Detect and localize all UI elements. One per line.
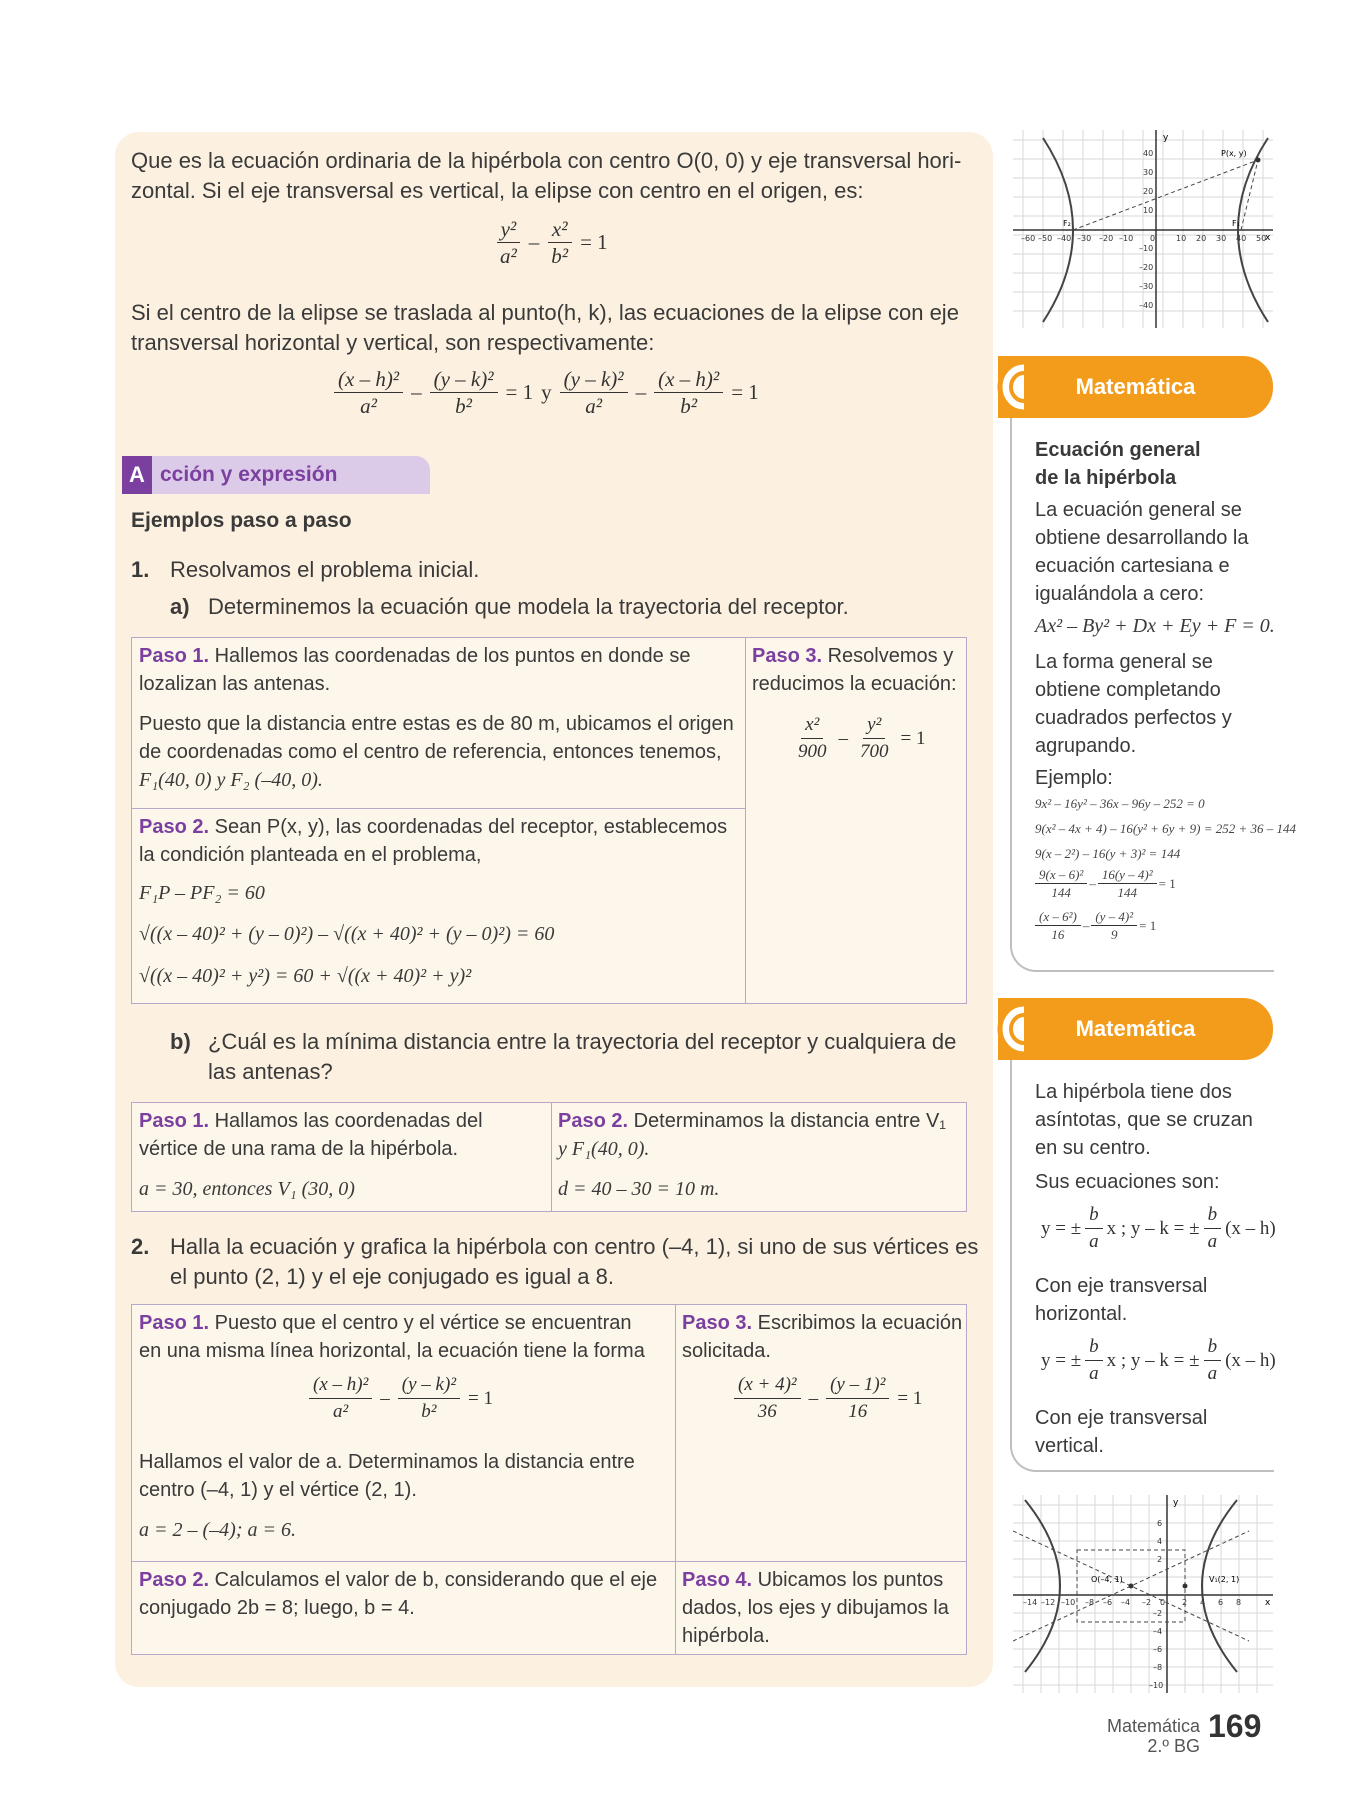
graph1-xtick: –60 [1021,234,1036,243]
graph1-xtick: –10 [1119,234,1134,243]
graph2-vertex-label: V₁(2, 1) [1209,1575,1240,1584]
sidebar-1-text-4: igualándola a cero: [1035,583,1205,605]
graph1-ytick: –40 [1139,301,1154,310]
sidebar-1-text-8: agrupando. [1035,735,1137,757]
graph1-p-label: P(x, y) [1221,149,1247,158]
ex1-paso2-eq2: √((x – 40)² + (y – 0)²) – √((x + 40)² + (y – 0)²) = 60 [139,923,555,945]
graph2-xtick: –10 [1061,1598,1076,1607]
ex2-paso4-line2: dados, los ejes y dibujamos la [682,1597,949,1619]
sidebar-1-example-eq-1: 9x² – 16y² – 36x – 96y – 252 = 0 [1035,796,1205,811]
ex1-paso3-eq: $\frac{\text{x²}}{900}$ – $\frac{\text{y²}}{700}$ = 1 [798,714,926,762]
ex1-paso1-line5: F₁(40, 0) y F₂ (–40, 0). [139,769,323,791]
ex2-text2: el punto (2, 1) y el eje conjugado es igual a 8. [170,1264,614,1289]
ex1-b-label: b) [170,1029,191,1054]
sidebar-2-text-5: Con eje transversal [1035,1275,1208,1297]
ex2-paso1-line5: a = 2 – (–4); a = 6. [139,1519,296,1541]
graph1-xtick: 40 [1236,234,1247,243]
graph2-xtick: –8 [1085,1598,1095,1607]
intro-line-2: zontal. Si el eje transversal es vertical, la elipse con centro en el origen, es: [131,178,864,203]
ex1-paso2-line2: la condición planteada en el problema, [139,844,482,866]
sidebar-2-text-8: vertical. [1035,1435,1104,1457]
graph1-ytick: 40 [1143,149,1154,158]
graph1-ytick: 30 [1143,168,1154,177]
sidebar-1-example-eq-5: $\frac{\text{(x – 6²)}}{16}$ – $\frac{\text{(y – 4)²}}{9}$ = 1 [1035,908,1158,943]
section-letter: A [122,456,152,494]
sidebar-1-text-3: ecuación cartesiana e [1035,555,1230,577]
ex2-paso4-line3: hipérbola. [682,1625,770,1647]
intro-line-1: Que es la ecuación ordinaria de la hipérbola con centro O(0, 0) y eje transversal hori- [131,148,962,173]
graph2-ytick: 2 [1157,1555,1163,1564]
graph2-xtick: 8 [1236,1598,1242,1607]
graph2-xtick: 0 [1160,1598,1166,1607]
sidebar-1-example-label: Ejemplo: [1035,767,1113,789]
ex2-paso2: Paso 2. Calculamos el valor de b, considerando que el eje [139,1569,658,1591]
graph2-ytick: –10 [1149,1681,1164,1690]
sidebar-2-logo-icon [988,998,1032,1060]
ex2-paso1: Paso 1. Puesto que el centro y el vértice se encuentran [139,1312,632,1334]
graph1-xtick: 0 [1150,234,1156,243]
sidebar-1-example-eq-3: 9(x – 2²) – 16(y + 3)² = 144 [1035,846,1181,861]
graph1-ytick: –10 [1139,244,1154,253]
ex2-paso1-line3: Hallamos el valor de a. Determinamos la distancia entre [139,1451,635,1473]
sidebar-1-example-eq-2: 9(x² – 4x + 4) – 16(y² + 6y + 9) = 252 + 36 – 144 [1035,821,1297,836]
sidebar-2-text-1: La hipérbola tiene dos [1035,1081,1232,1103]
graph1-xtick: –30 [1077,234,1092,243]
graph1-xtick: –50 [1038,234,1053,243]
ex1-number: 1. [131,557,150,582]
ex1-paso2: Paso 2. Sean P(x, y), las coordenadas del receptor, establecemos [139,816,728,838]
sidebar-1-title-1: Ecuación general [1035,439,1201,461]
sidebar-1-header [998,356,1273,418]
sidebar-1-text-7: cuadrados perfectos y [1035,707,1232,729]
ex1-b-paso1-line2: vértice de una rama de la hipérbola. [139,1138,459,1160]
ex2-number: 2. [131,1234,150,1259]
ex1-paso3-line2: reducimos la ecuación: [752,673,957,695]
graph2-center-label: O(–4, 1) [1091,1575,1123,1584]
examples-title: Ejemplos paso a paso [131,509,352,532]
graph2-xtick: –6 [1103,1598,1113,1607]
ex2-text1: Halla la ecuación y grafica la hipérbola con centro (–4, 1), si uno de sus vértices es [170,1234,979,1259]
eq-hyperbola-vertical: $\frac{\text{y²}}{\text{a²}}$ – $\frac{\text{x²}}{\text{b²}}$ = 1 [492,216,612,269]
graph1-ytick: 10 [1143,206,1154,215]
graph2-left-branch [1025,1500,1060,1672]
graph1-focal-line-1 [1073,160,1258,230]
sidebar-1-text-5: La forma general se [1035,651,1213,673]
graph1-xtick: –40 [1057,234,1072,243]
ex2-paso1-line4: centro (–4, 1) y el vértice (2, 1). [139,1479,417,1501]
sidebar-2-text-3: en su centro. [1035,1137,1151,1159]
sidebar-1-text-2: obtiene desarrollando la [1035,527,1249,549]
sidebar-2-text-7: Con eje transversal [1035,1407,1208,1429]
graph2-ytick: –8 [1153,1663,1163,1672]
graph1-f2-label: F₂ [1063,219,1071,228]
ex1-paso2-eq1: F₁P – PF₂ = 60 [139,882,265,904]
graph2-ytick: –6 [1153,1645,1163,1654]
ex2-paso4: Paso 4. Ubicamos los puntos [682,1569,944,1591]
ex1-a-label: a) [170,594,190,619]
intro-line-4: transversal horizontal y vertical, son respectivamente: [131,330,655,355]
sidebar-1-equation: Ax² – By² + Dx + Ey + F = 0. [1035,615,1275,637]
graph2-xtick: 6 [1218,1598,1224,1607]
ex1-paso1-line4: de coordenadas como el centro de referencia, entonces tenemos, [139,741,722,763]
ex1-b-paso1: Paso 1. Hallamos las coordenadas del [139,1110,483,1132]
graph2-xtick: –14 [1023,1598,1038,1607]
graph1-ytick: –30 [1139,282,1154,291]
ex1-b-paso2-line2: y F₁(40, 0). [558,1138,650,1160]
ex1-b-paso2-line3: d = 40 – 30 = 10 m. [558,1178,720,1200]
graph1-ytick: 20 [1143,187,1154,196]
graph2-ytick: 6 [1157,1519,1163,1528]
graph1-xtick: –20 [1099,234,1114,243]
ex1-paso1-line2: lozalizan las antenas. [139,673,331,695]
graph2-x-label: x [1265,1598,1271,1608]
ex1-text: Resolvamos el problema inicial. [170,557,480,582]
ex2-paso2-line2: conjugado 2b = 8; luego, b = 4. [139,1597,415,1619]
ex1-paso3: Paso 3. Resolvemos y [752,645,954,667]
sidebar-2-header [998,998,1273,1060]
graph2-xtick: 4 [1200,1598,1206,1607]
sidebar-1-text-1: La ecuación general se [1035,499,1242,521]
sidebar-1-text-6: obtiene completando [1035,679,1221,701]
hyperbola-graph-1 [1013,130,1273,328]
graph2-ytick: –2 [1153,1609,1163,1618]
footer-grade: 2.º BG [1147,1736,1200,1756]
ex1-b-paso2: Paso 2. Determinamos la distancia entre V₁ [558,1110,947,1132]
graph1-xtick: 30 [1216,234,1227,243]
graph2-ytick: 4 [1157,1537,1163,1546]
hyperbola-graph-2 [1013,1495,1273,1693]
graph1-xtick: 50 [1256,234,1267,243]
graph1-y-label: y [1163,133,1169,143]
sidebar-2-text-6: horizontal. [1035,1303,1128,1325]
sidebar-2-asymptote-eq-2: y = ± $\frac{b}{a}$ x ; y – k = ± $\frac{b}{a}$ (x – h) [1041,1336,1276,1384]
graph2-right-branch [1202,1500,1240,1672]
graph2-xtick: –12 [1041,1598,1056,1607]
intro-line-3: Si el centro de la elipse se traslada al punto(h, k), las ecuaciones de la elipse con eje [131,300,959,325]
sidebar-2-header-label: Matemática [1075,1016,1196,1041]
graph2-xtick: –4 [1121,1598,1131,1607]
graph2-center-point [1129,1584,1134,1589]
ex1-paso1: Paso 1. Hallemos las coordenadas de los puntos en donde se [139,645,691,667]
graph2-y-label: y [1173,1498,1179,1508]
graph1-f1-label: F₁ [1232,219,1240,228]
sidebar-2-asymptote-eq-1: y = ± $\frac{b}{a}$ x ; y – k = ± $\frac{b}{a}$ (x – h) [1041,1204,1276,1252]
ex1-a-text: Determinemos la ecuación que modela la trayectoria del receptor. [208,594,849,619]
footer-subject: Matemática [1106,1716,1200,1736]
eq-hyperbola-translated: $\frac{\text{(x – h)²}}{\text{a²}}$ – $\frac{\text{(y – k)²}}{\text{b²}}$ = 1 y $\frac{\text{(y – k)²}}{\text{a²}}$ – $\frac{\text{(x – h)²}}{\text{b²}}$ = 1 [330,366,763,419]
page-number: 169 [1208,1708,1262,1744]
ex1-b-paso1-line3: a = 30, entonces V₁ (30, 0) [139,1178,355,1200]
sidebar-1-logo-icon [988,356,1032,418]
section-title: cción y expresión [160,463,338,486]
graph1-x-label: x [1265,233,1271,243]
graph2-vertex-point [1183,1584,1188,1589]
graph1-point-p [1256,158,1261,163]
graph2-xtick: 2 [1182,1598,1188,1607]
sidebar-2-text-4: Sus ecuaciones son: [1035,1171,1220,1193]
ex2-paso3: Paso 3. Escribimos la ecuación [682,1312,963,1334]
ex1-paso2-eq3: √((x – 40)² + y²) = 60 + √((x + 40)² + y)² [139,965,472,987]
ex2-paso3-line2: solicitada. [682,1340,771,1362]
graph1-ytick: –20 [1139,263,1154,272]
sidebar-1-header-label: Matemática [1075,374,1196,399]
ex2-paso1-eq: $\frac{\text{(x – h)²}}{\text{a²}}$ – $\frac{\text{(y – k)²}}{\text{b²}}$ = 1 [305,1372,497,1425]
sidebar-1-title-2: de la hipérbola [1035,467,1177,489]
graph1-xtick: 20 [1196,234,1207,243]
ex1-b-text2: las antenas? [208,1059,333,1084]
ex1-b-text1: ¿Cuál es la mínima distancia entre la trayectoria del receptor y cualquiera de [208,1029,957,1054]
ex2-paso3-eq: $\frac{\text{(x + 4)²}}{36}$ – $\frac{\text{(y – 1)²}}{16}$ = 1 [730,1372,926,1425]
ex1-paso1-line3: Puesto que la distancia entre estas es de 80 m, ubicamos el origen [139,713,734,735]
graph1-xtick: 10 [1176,234,1187,243]
graph2-ytick: –4 [1153,1627,1163,1636]
sidebar-1-example-eq-4: $\frac{\text{9(x – 6)²}}{144}$ – $\frac{\text{16(y – 4)²}}{144}$ = 1 [1035,866,1178,901]
sidebar-2-text-2: asíntotas, que se cruzan [1035,1109,1253,1131]
graph2-xtick: –2 [1142,1598,1152,1607]
ex2-paso1-line2: en una misma línea horizontal, la ecuación tiene la forma [139,1340,645,1362]
